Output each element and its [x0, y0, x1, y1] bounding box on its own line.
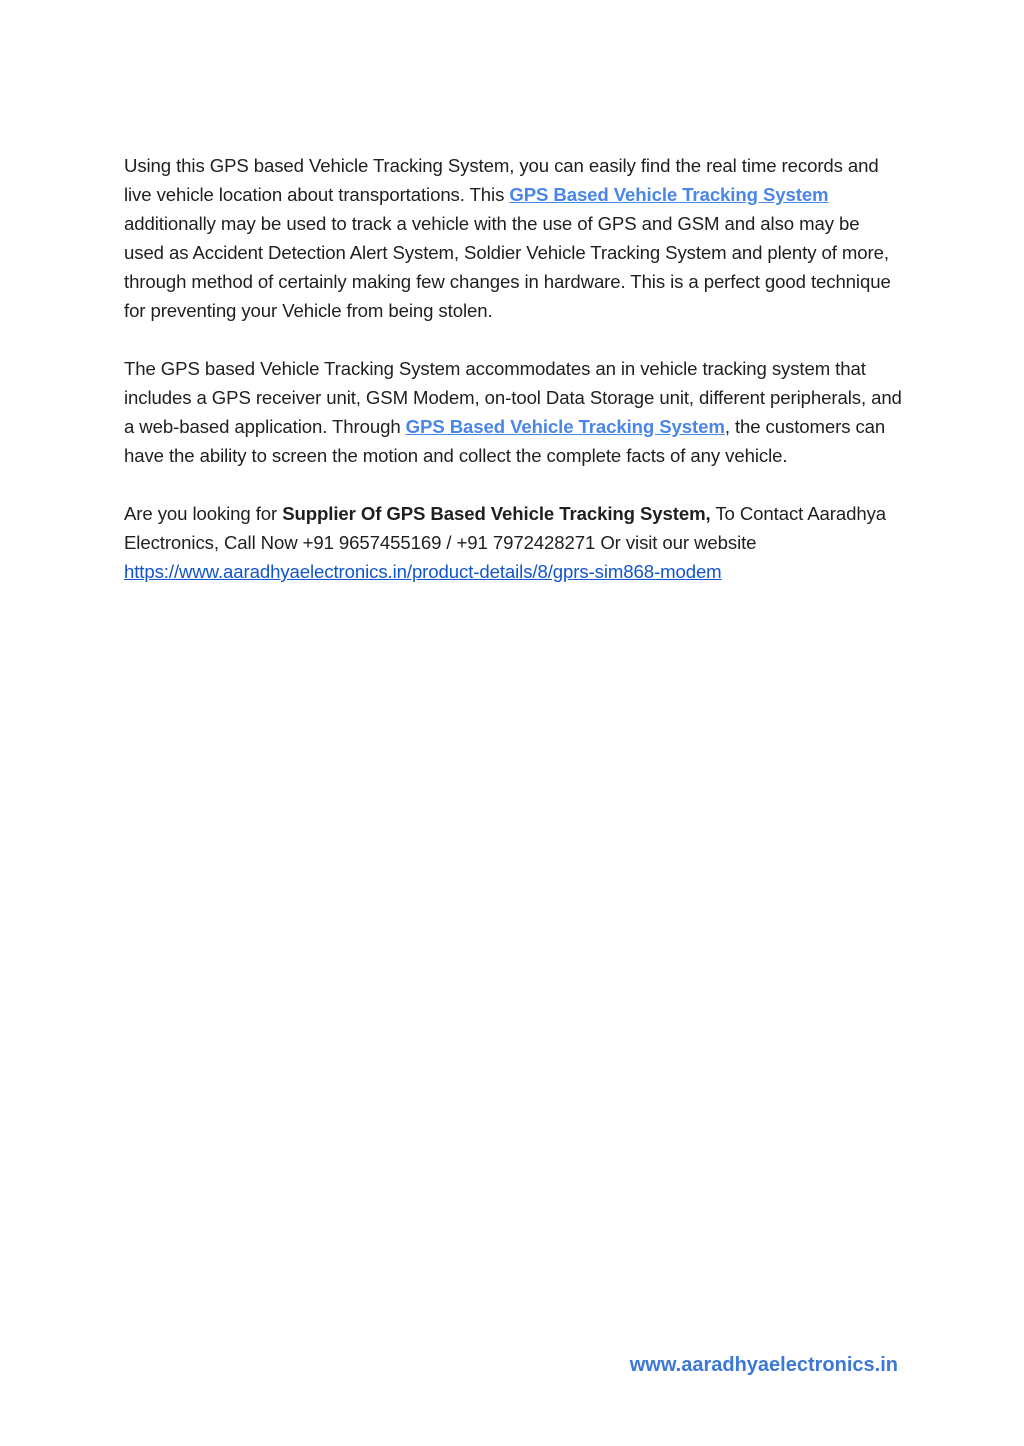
- paragraph-contact: [124, 499, 904, 586]
- footer-website-link[interactable]: www.aaradhyaelectronics.in: [629, 1354, 898, 1376]
- paragraph-intro-text-start: Using this GPS based Vehicle Tracking System, you can easily find the real time records and live vehicle location about transportations. This: [124, 155, 879, 205]
- paragraph-contact-text-middle: To Contact Aaradhya Electronics, Call Now +91 9657455169 / +91 7972428271 Or visit our website: [124, 503, 887, 553]
- paragraph-intro-text-end: additionally may be used to track a vehicle with the use of GPS and GSM and also may be used as Accident Detection Alert System, Soldier Vehicle Tracking System and plenty of more, through method of certainly making few changes in hardware. This is a perfect good technique for preventing your Vehicle from being stolen.: [124, 213, 891, 321]
- product-url-link[interactable]: https://www.aaradhyaelectronics.in/product-details/8/gprs-sim868-modem: [124, 561, 722, 582]
- gps-tracking-link-2[interactable]: GPS Based Vehicle Tracking System: [405, 416, 725, 437]
- paragraph-intro: [124, 151, 904, 325]
- paragraph-system-text-end: , the customers can have the ability to screen the motion and collect the complete facts of any vehicle.: [124, 416, 886, 466]
- paragraph-system-description: [124, 354, 904, 470]
- document-body: [124, 151, 904, 615]
- paragraph-system-text-start: The GPS based Vehicle Tracking System accommodates an in vehicle tracking system that includes a GPS receiver unit, GSM Modem, on-tool Data Storage unit, different peripherals, and a web-based application. Through: [124, 358, 902, 437]
- supplier-heading-bold: Supplier Of GPS Based Vehicle Tracking System,: [282, 503, 711, 524]
- gps-tracking-link-1[interactable]: GPS Based Vehicle Tracking System: [509, 184, 829, 205]
- paragraph-contact-text-start: Are you looking for: [124, 503, 283, 524]
